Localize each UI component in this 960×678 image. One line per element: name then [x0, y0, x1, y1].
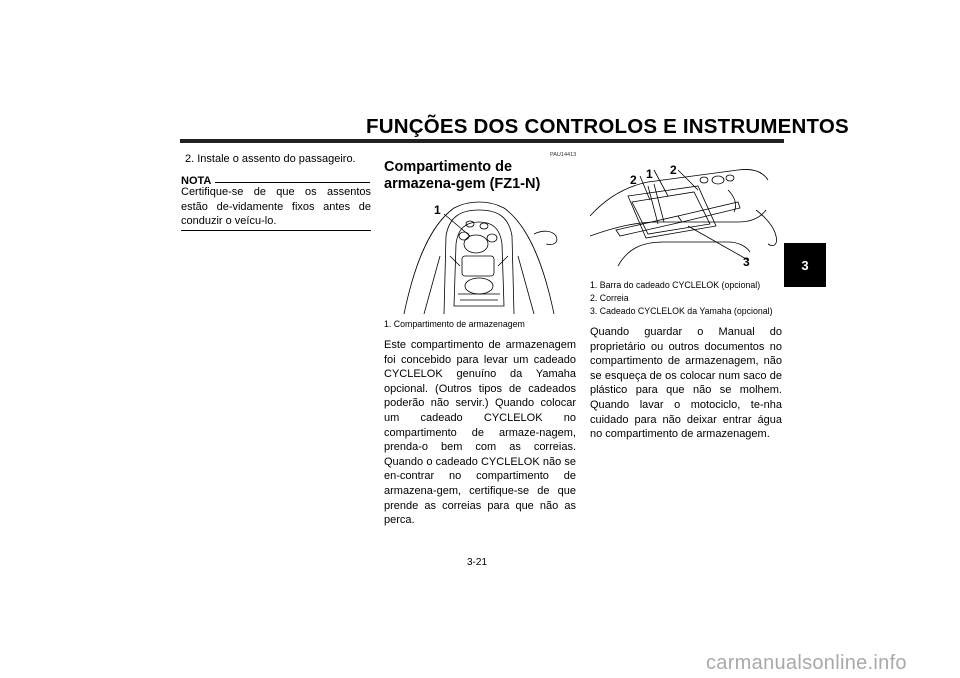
reference-code: PAU14413 — [550, 152, 577, 158]
page-header-title: FUNÇÕES DOS CONTROLOS E INSTRUMENTOS — [366, 115, 849, 138]
figure-callout-1: 1 — [434, 203, 441, 217]
main-paragraph: Este compartimento de armazenagem foi concebido para levar um cadeado CYCLELOK genuíno da Yamaha opcional. (Outros tipos de cadeados poderão não servir.) Quando colocar um cadeado CYCLELOK no compartimento de armaze-nagem, prenda-o bem com as correias. Quando o cadeado CYCLELOK não se en-contrar no compartimento de armazena-gem, certifique-se de que prende as correias para que não as perca. — [384, 339, 576, 527]
figure-caption-list — [590, 279, 785, 318]
figure-callout-2b: 2 — [670, 163, 677, 177]
nota-top-rule — [215, 182, 370, 183]
figure-caption: 1. Compartimento de armazenagem — [384, 319, 525, 329]
nota-bottom-rule — [181, 230, 371, 231]
storage-paragraph: Quando guardar o Manual do proprietário ou outros documentos no compartimento de armazenagem, não se esqueça de os colocar num saco de plástico para que não se molhem. Quando lavar o motociclo, te-nha cuidado para não deixar entrar água no compartimento de armazenagem. — [590, 326, 782, 441]
caption-item: 2. Correia — [590, 293, 629, 303]
figure-callout-1: 1 — [646, 167, 653, 181]
figure-callout-3: 3 — [743, 255, 750, 269]
watermark: carmanualsonline.info — [706, 652, 907, 674]
header-rule — [180, 139, 784, 143]
figure-callout-2a: 2 — [630, 173, 637, 187]
nota-text: Certifique-se de que os assentos estão de-vidamente fixos antes de conduzir o veícu-lo. — [181, 186, 371, 228]
cyclelok-figure — [588, 156, 780, 276]
caption-item: 1. Barra do cadeado CYCLELOK (opcional) — [590, 280, 761, 290]
nota-label: NOTA — [181, 175, 212, 187]
chapter-tab[interactable]: 3 — [784, 243, 826, 287]
section-title: Compartimento de armazena-gem (FZ1-N) — [384, 159, 541, 192]
storage-compartment-figure — [384, 196, 574, 314]
caption-item: 3. Cadeado CYCLELOK da Yamaha (opcional) — [590, 306, 773, 316]
page-number: 3-21 — [467, 557, 488, 568]
step-2-text: 2. Instale o assento do passageiro. — [185, 153, 356, 165]
